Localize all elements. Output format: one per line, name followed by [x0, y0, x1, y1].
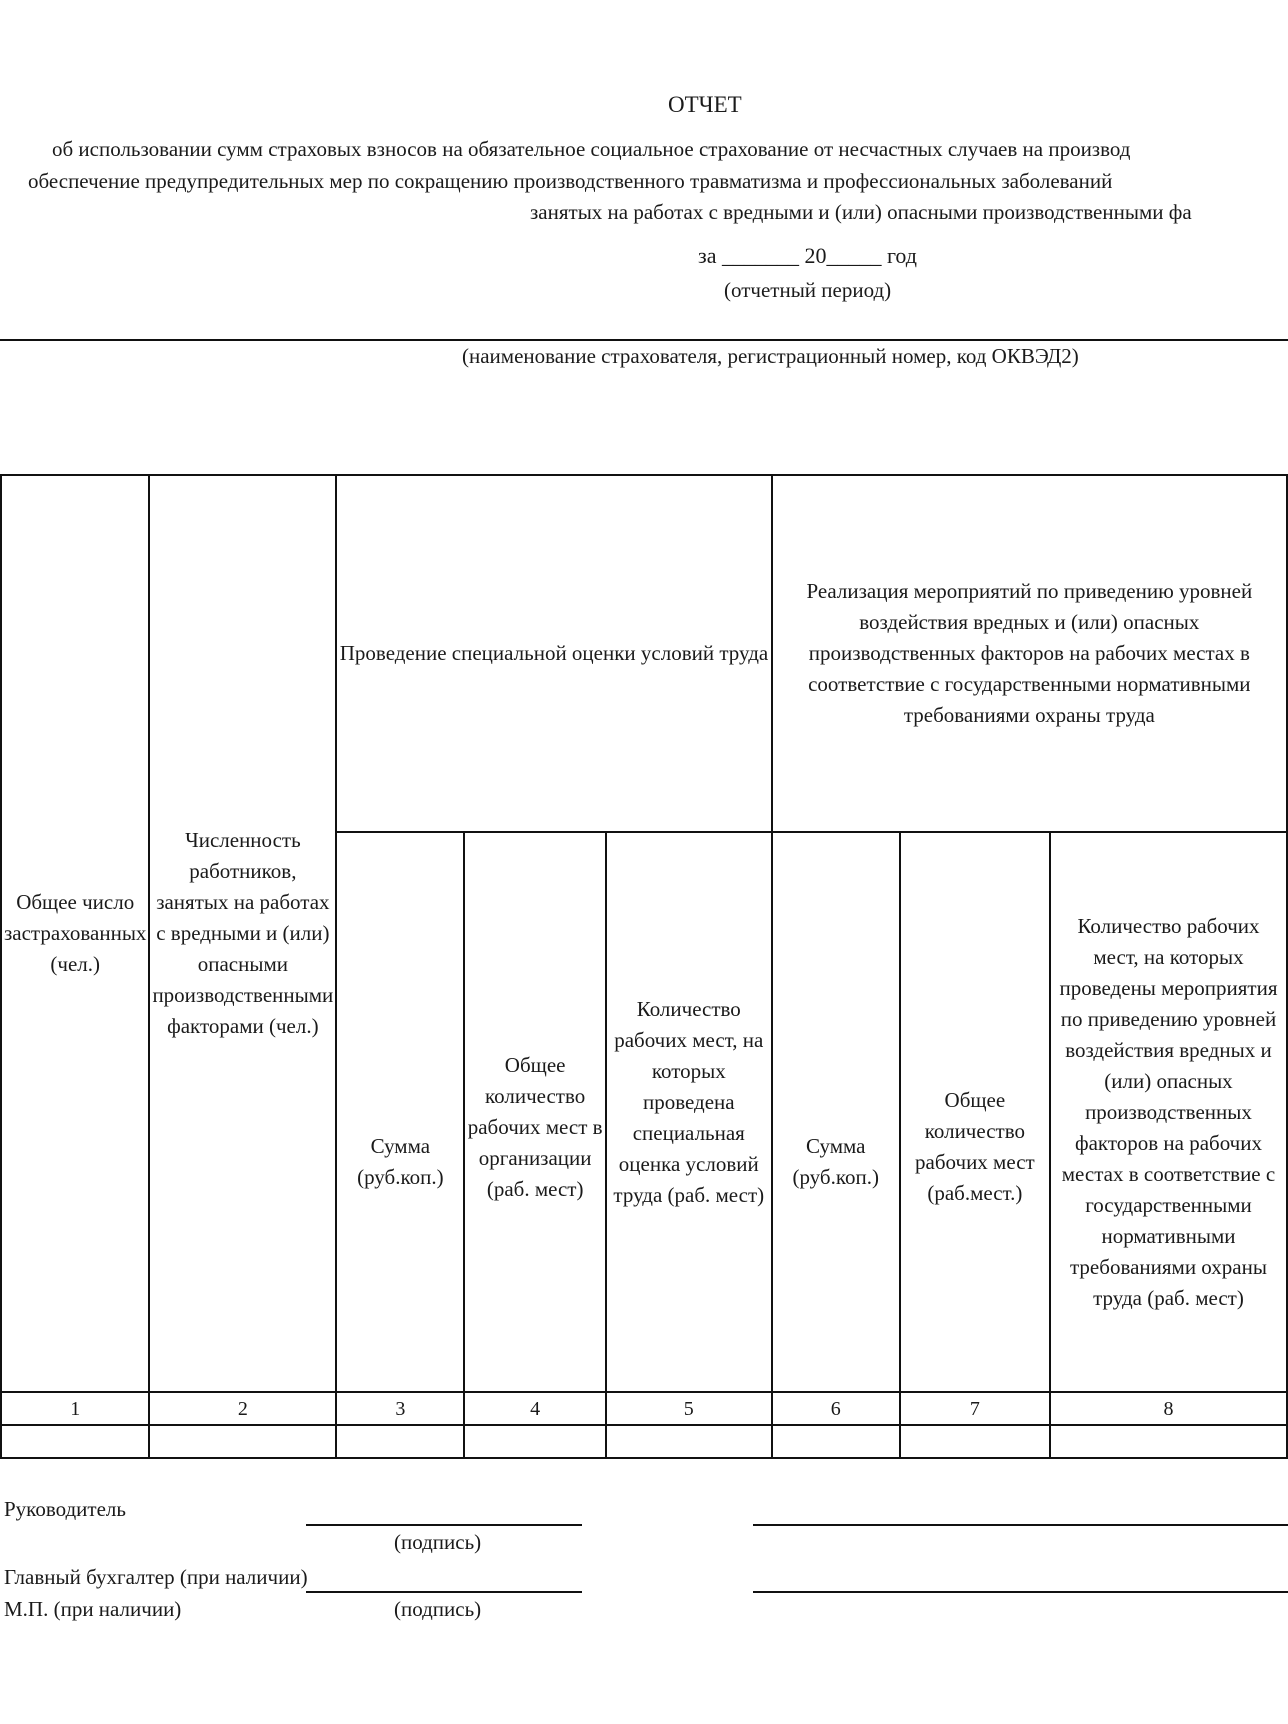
accountant-label: Главный бухгалтер (при наличии) [4, 1565, 308, 1589]
insurer-name-label: (наименование страхователя, регистрационный номер, код ОКВЭД2) [462, 344, 1079, 368]
column-number-8: 8 [1050, 1392, 1287, 1425]
data-cell-measures-sum[interactable] [772, 1425, 900, 1458]
header-measures-sum: Сумма (руб.коп.) [772, 832, 900, 1392]
header-total-insured: Общее число застрахованных (чел.) [1, 475, 149, 1392]
header-measured-workplaces: Количество рабочих мест, на которых проведены мероприятия по приведению уровней воздействия вредных и (или) опасных производственных факторов на рабочих местах в соответствие с государственными нормативными требованиями охраны труда (раб. мест) [1050, 832, 1287, 1392]
report-title: ОТЧЕТ [668, 92, 742, 117]
data-cell-measured-workplaces[interactable] [1050, 1425, 1287, 1458]
column-number-5: 5 [606, 1392, 772, 1425]
insurer-name-line[interactable] [0, 339, 1288, 341]
head-name-line[interactable] [753, 1524, 1288, 1526]
column-number-4: 4 [464, 1392, 606, 1425]
report-subtitle-line-3: занятых на работах с вредными и (или) опасными производственными фа [530, 200, 1192, 224]
header-assessed-workplaces: Количество рабочих мест, на которых проведена специальная оценка условий труда (раб. мест) [606, 832, 772, 1392]
accountant-signature-hint: (подпись) [394, 1597, 482, 1621]
column-number-6: 6 [772, 1392, 900, 1425]
data-cell-assessment-sum[interactable] [336, 1425, 464, 1458]
header-group-hazard-measures: Реализация мероприятий по приведению уровней воздействия вредных и (или) опасных производственных факторов на рабочих местах в соответствие с государственными нормативными требованиями охраны труда [772, 475, 1287, 832]
reporting-period-label: (отчетный период) [724, 278, 892, 302]
head-signature-line[interactable] [306, 1524, 582, 1526]
stamp-label: М.П. (при наличии) [4, 1597, 182, 1621]
head-label: Руководитель [4, 1497, 126, 1521]
header-group-special-assessment: Проведение специальной оценки условий труда [336, 475, 771, 832]
header-hazard-workers: Численность работников, занятых на работах с вредными и (или) опасными производственными факторами (чел.) [149, 475, 336, 1392]
header-total-workplaces-measures: Общее количество рабочих мест (раб.мест.) [900, 832, 1050, 1392]
column-number-3: 3 [336, 1392, 464, 1425]
header-assessment-sum: Сумма (руб.коп.) [336, 832, 464, 1392]
column-number-2: 2 [149, 1392, 336, 1425]
data-cell-hazard-workers[interactable] [149, 1425, 336, 1458]
column-number-1: 1 [1, 1392, 149, 1425]
data-cell-assessed-workplaces[interactable] [606, 1425, 772, 1458]
report-subtitle-line-1: об использовании сумм страховых взносов на обязательное социальное страхование от несчастных случаев на производ [52, 137, 1131, 161]
data-cell-total-insured[interactable] [1, 1425, 149, 1458]
data-cell-total-workplaces[interactable] [464, 1425, 606, 1458]
accountant-signature-line[interactable] [306, 1591, 582, 1593]
report-table [0, 474, 1288, 1459]
report-subtitle-line-2: обеспечение предупредительных мер по сокращению производственного травматизма и профессиональных заболеваний [28, 169, 1113, 193]
accountant-name-line[interactable] [753, 1591, 1288, 1593]
header-total-workplaces: Общее количество рабочих мест в организации (раб. мест) [464, 832, 606, 1392]
head-signature-hint: (подпись) [394, 1530, 482, 1554]
reporting-period-field[interactable]: за _______ 20_____ год [698, 243, 917, 268]
data-cell-total-workplaces-measures[interactable] [900, 1425, 1050, 1458]
column-number-7: 7 [900, 1392, 1050, 1425]
